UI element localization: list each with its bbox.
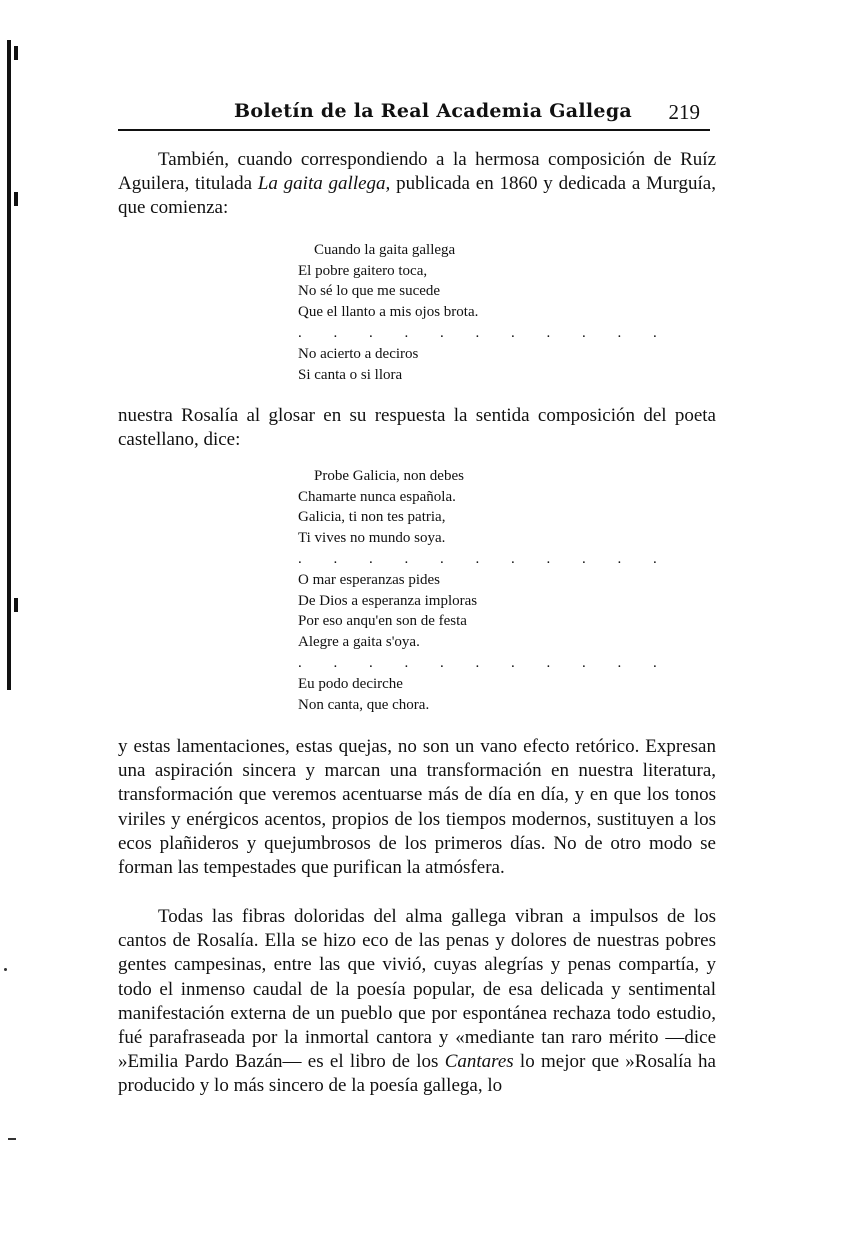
verse-line: El pobre gaitero toca, bbox=[298, 262, 428, 279]
verse-line: Que el llanto a mis ojos brota. bbox=[298, 303, 479, 320]
verse-line: Ti vives no mundo soya. bbox=[298, 529, 446, 546]
binding-mark bbox=[14, 598, 18, 612]
verse-line: Eu podo decirche bbox=[298, 676, 403, 692]
paragraph-2: nuestra Rosalía al glosar en su respuesta la sentida composición del poeta castellano, dice: bbox=[118, 405, 716, 451]
verse-line: Non canta, que chora. bbox=[298, 696, 430, 713]
verse-line: Galicia, ti non tes patria, bbox=[298, 509, 446, 525]
verse-line: Si canta o si llora bbox=[298, 366, 403, 383]
verse-line: No acierto a deciros bbox=[298, 346, 419, 362]
paragraph-3: y estas lamentaciones, estas quejas, no son un vano efecto retórico. Expresan una aspiración sincera y marcan una transformación en nuestra literatura, transformación que veremos acentuarse más de día en día, y en que los tonos viriles y enérgicos acentos, propios de los tiempos modernos, sustituyen a los ecos plañideros y quejumbrosos de los primeros días. No de otro modo se forman las tempestades que purifican la atmósfera. bbox=[118, 736, 716, 879]
page-binding-edge bbox=[7, 40, 11, 690]
verse-ellipsis: . . . . . . . . . . . bbox=[298, 325, 671, 341]
verse-ellipsis: . . . . . . . . . . . bbox=[298, 551, 671, 567]
page-number: 219 bbox=[668, 100, 700, 124]
binding-mark bbox=[14, 192, 18, 206]
running-header bbox=[118, 98, 710, 132]
verse-line: Alegre a gaita s'oya. bbox=[298, 633, 420, 650]
header-rule bbox=[118, 129, 710, 131]
binding-mark bbox=[14, 46, 18, 60]
verse-line: Por eso anqu'en son de festa bbox=[298, 613, 467, 629]
italic-word: Cantares bbox=[444, 1051, 514, 1073]
verse-line: O mar esperanzas pides bbox=[298, 572, 441, 588]
verse-line: Chamarte nunca española. bbox=[298, 488, 456, 505]
verse-block-2 bbox=[298, 466, 671, 715]
scan-speck bbox=[8, 1138, 16, 1140]
scan-speck bbox=[4, 968, 7, 971]
italic-title: La gaita gallega, bbox=[257, 173, 391, 195]
verse-line: Probe Galicia, non debes bbox=[314, 468, 464, 484]
verse-line: De Dios a esperanza imploras bbox=[298, 592, 478, 609]
verse-line: Cuando la gaita gallega bbox=[314, 242, 456, 258]
verse-line: No sé lo que me sucede bbox=[298, 283, 441, 299]
journal-title: Boletín de la Real Academia Gallega bbox=[234, 100, 633, 122]
paragraph-4: Todas las fibras doloridas del alma gallega vibran a impulsos de los cantos de Rosalía. Ella se hizo eco de las penas y dolores de nuestras pobres gentes campesinas, entre las que vivió, cuyas alegrías y penas compartía, y todo el inmenso caudal de la poesía popular, de esa delicada y sentimental manifestación externa de un pueblo que por espontánea rechaza todo estudio, fué parafraseada por la inmortal cantora y «mediante tan raro mérito —dice »Emilia Pardo Bazán— es el libro de los Cantares lo mejor que »Rosalía ha producido y lo más sincero de la poesía gallega, lo bbox=[118, 906, 716, 1097]
paragraph-1: También, cuando correspondiendo a la hermosa composición de Ruíz Aguilera, titulada La gaita gallega, publicada en 1860 y dedicada a Murguía, que comienza: bbox=[118, 149, 716, 219]
verse-ellipsis: . . . . . . . . . . . bbox=[298, 655, 671, 671]
verse-block-1 bbox=[298, 240, 671, 385]
